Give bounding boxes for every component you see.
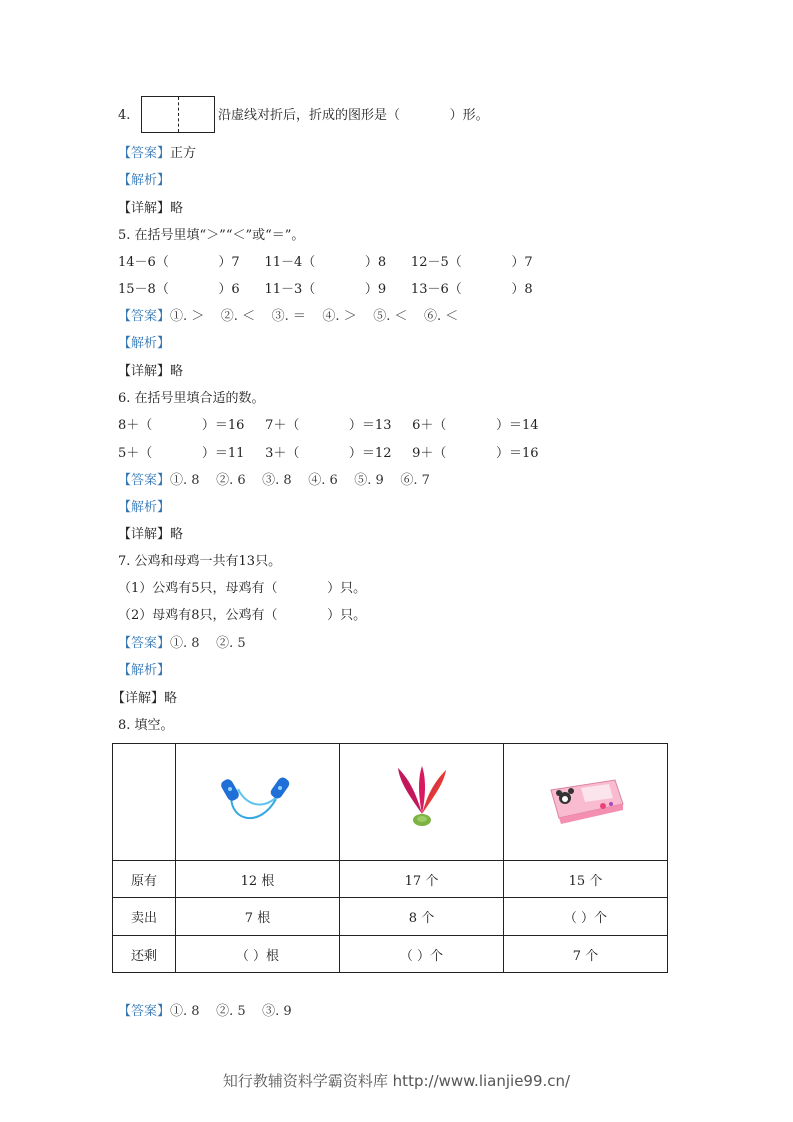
dashed-fold-line (178, 97, 179, 132)
q5-analysis-tag: 【解析】 (118, 336, 171, 351)
table-cell: （ ）根 (176, 936, 340, 973)
table-row (113, 861, 668, 898)
table-cell: 12 根 (176, 861, 340, 898)
answer-text: ①. 8 ②. 5 ③. 9 (170, 1004, 292, 1019)
table-row (113, 898, 668, 936)
detail-tag: 【详解】 (118, 527, 171, 542)
answer-text: 正方 (170, 146, 197, 161)
table-cell: 7 个 (504, 936, 668, 973)
q6-analysis-tag: 【解析】 (118, 500, 171, 515)
q6-detail (118, 526, 183, 544)
detail-text: 略 (164, 691, 178, 706)
table-cell: （ ）个 (340, 936, 504, 973)
table-row-images (113, 744, 668, 861)
fold-rectangle-figure (141, 96, 215, 133)
shuttlecock-icon (392, 764, 452, 836)
q5-answer (118, 308, 458, 326)
detail-text: 略 (170, 201, 184, 216)
q5-row1: 14－6（ ）7 11－4（ ）8 12－5（ ）7 (118, 255, 533, 270)
answer-text: ①. 8 ②. 5 (170, 636, 246, 651)
answer-tag: 【答案】 (118, 1004, 171, 1019)
q7-answer (118, 635, 246, 653)
q4-analysis-tag: 【解析】 (118, 173, 171, 188)
q6-row1: 8＋（ ）＝16 7＋（ ）＝13 6＋（ ）＝14 (118, 418, 539, 433)
q4-number: 4. (118, 108, 131, 123)
detail-tag: 【详解】 (118, 364, 171, 379)
q7-detail (112, 690, 177, 708)
table-cell: 7 根 (176, 898, 340, 936)
table-cell: 17 个 (340, 861, 504, 898)
q7-title: 7. 公鸡和母鸡一共有13只。 (118, 554, 282, 569)
table-cell: 8 个 (340, 898, 504, 936)
q7-analysis-tag: 【解析】 (118, 663, 171, 678)
q5-detail (118, 363, 183, 381)
q5-row2: 15－8（ ）6 11－3（ ）9 13－6（ ）8 (118, 282, 533, 297)
answer-text: ①. ＞ ②. ＜ ③. ＝ ④. ＞ ⑤. ＜ ⑥. ＜ (170, 309, 459, 324)
detail-text: 略 (170, 527, 184, 542)
footer-watermark-text: 知行教辅资料学霸资料库 http://www.lianjie99.cn/ (222, 1072, 571, 1090)
table-row (113, 936, 668, 973)
row-label: 原有 (113, 861, 176, 898)
detail-tag: 【详解】 (118, 201, 171, 216)
q6-answer (118, 472, 430, 490)
answer-tag: 【答案】 (118, 473, 171, 488)
row-label: 卖出 (113, 898, 176, 936)
table-cell-shuttlecock (340, 744, 504, 861)
q4-detail (118, 200, 183, 218)
table-cell: （ ）个 (504, 898, 668, 936)
table-cell: 15 个 (504, 861, 668, 898)
table-cell-pencil-case (504, 744, 668, 861)
answer-tag: 【答案】 (118, 309, 171, 324)
q8-answer (118, 1003, 292, 1021)
q8-title: 8. 填空。 (118, 718, 174, 733)
jump-rope-icon (218, 769, 298, 831)
q8-table (112, 743, 668, 973)
pencil-case-icon (545, 774, 627, 826)
detail-text: 略 (170, 364, 184, 379)
detail-tag: 【详解】 (112, 691, 165, 706)
table-corner-cell (113, 744, 176, 861)
row-label: 还剩 (113, 936, 176, 973)
answer-text: ①. 8 ②. 6 ③. 8 ④. 6 ⑤. 9 ⑥. 7 (170, 473, 430, 488)
q5-title: 5. 在括号里填“＞”“＜”或“＝”。 (118, 228, 305, 243)
q6-row2: 5＋（ ）＝11 3＋（ ）＝12 9＋（ ）＝16 (118, 446, 539, 461)
q4-question: 沿虚线对折后，折成的图形是（ ）形。 (218, 108, 489, 123)
table-cell-jump-rope (176, 744, 340, 861)
answer-tag: 【答案】 (118, 636, 171, 651)
answer-tag: 【答案】 (118, 146, 171, 161)
q6-title: 6. 在括号里填合适的数。 (118, 391, 265, 406)
q7-sub2: （2）母鸡有8只，公鸡有（ ）只。 (118, 608, 367, 623)
q7-sub1: （1）公鸡有5只，母鸡有（ ）只。 (118, 581, 367, 596)
q4-answer (118, 145, 196, 163)
